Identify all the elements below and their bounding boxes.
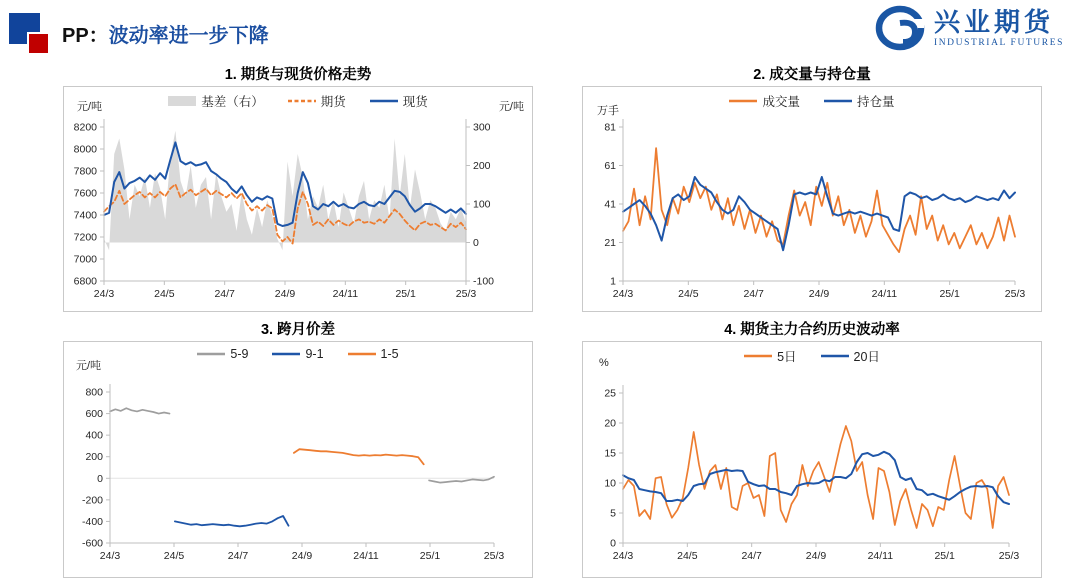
headline-text: 波动率进一步下降	[108, 25, 269, 47]
x-tick-label: 25/3	[1004, 288, 1026, 300]
legend-item	[824, 92, 895, 110]
y-tick-label: 1	[610, 275, 616, 288]
y-tick-label: 6800	[73, 275, 97, 288]
chart-3-axis-unit: 元/吨	[76, 360, 102, 372]
series-line-5日	[623, 426, 1009, 528]
legend-label: 现货	[402, 95, 428, 109]
legend-label: 20日	[853, 350, 880, 364]
y-tick-label: 0	[610, 537, 616, 550]
y-tick-label: 5	[610, 507, 616, 520]
chart-1-panel	[63, 86, 533, 312]
chart-3-canvas	[64, 342, 532, 577]
y-tick-label: 20	[604, 417, 616, 430]
y-tick-label: 81	[604, 121, 616, 134]
legend-line-swatch-icon	[824, 95, 852, 107]
chart-1-title: 1. 期货与现货价格走势	[224, 67, 372, 83]
legend-item	[729, 92, 800, 110]
x-tick-label: 24/3	[612, 288, 634, 300]
x-tick-label: 25/1	[939, 288, 960, 300]
y-tick-label: 15	[604, 447, 616, 460]
chart-2-title: 2. 成交量与持仓量	[753, 67, 871, 83]
y-tick-label: 8000	[73, 143, 97, 156]
company-name-en: INDUSTRIAL FUTURES	[933, 37, 1064, 48]
y2-tick-label: 100	[473, 198, 491, 211]
chart-2-legend	[583, 92, 1041, 110]
page-title	[62, 19, 269, 48]
legend-label: 成交量	[762, 95, 800, 109]
chart-3-title: 3. 跨月价差	[260, 322, 336, 338]
legend-line-swatch-icon	[348, 348, 376, 360]
y-tick-label: 200	[85, 451, 103, 464]
y2-tick-label: 200	[473, 160, 491, 172]
legend-label: 期货	[320, 95, 346, 109]
y-tick-label: 8200	[73, 121, 97, 134]
legend-item	[821, 347, 880, 365]
y2-tick-label: 0	[473, 237, 479, 249]
y-tick-label: -200	[81, 494, 103, 507]
y-tick-label: 800	[85, 386, 103, 399]
x-tick-label: 24/7	[741, 550, 762, 562]
chart-1-legend	[64, 92, 532, 110]
legend-area-swatch-icon	[168, 95, 196, 107]
y-tick-label: 25	[604, 387, 616, 400]
x-tick-label: 25/3	[455, 288, 477, 300]
legend-label: 1-5	[380, 347, 399, 361]
x-tick-label: 24/9	[274, 288, 296, 300]
x-tick-label: 24/7	[227, 550, 249, 562]
x-tick-label: 25/3	[483, 550, 505, 562]
x-tick-label: 25/1	[395, 288, 416, 300]
legend-item	[272, 347, 323, 361]
y-tick-label: 400	[85, 429, 103, 442]
x-tick-label: 24/7	[214, 288, 235, 300]
x-tick-label: 25/1	[419, 550, 441, 562]
chart-1-right-axis-unit: 元/吨	[498, 101, 524, 113]
legend-label: 5-9	[230, 347, 249, 361]
series-line-5-9	[110, 408, 494, 482]
chart-2-canvas	[583, 87, 1041, 311]
x-tick-label: 24/3	[99, 550, 121, 562]
series-line-1-5	[294, 449, 424, 464]
chart-4-panel	[582, 341, 1042, 578]
x-tick-label: 24/11	[867, 550, 894, 562]
x-tick-label: 24/11	[332, 288, 359, 300]
x-tick-label: 24/5	[154, 288, 175, 300]
y-tick-label: 0	[97, 472, 103, 485]
legend-item	[197, 347, 248, 361]
y-tick-label: 41	[604, 198, 616, 211]
x-tick-label: 24/3	[93, 288, 115, 300]
chart-4-legend	[583, 347, 1041, 365]
y-tick-label: 7000	[73, 253, 97, 266]
legend-line-swatch-icon	[744, 350, 772, 362]
chart-1-canvas	[64, 87, 532, 311]
x-tick-label: 24/7	[743, 288, 764, 300]
chart-3-legend	[64, 347, 532, 361]
y2-tick-label: 300	[473, 121, 491, 134]
series-line-9-1	[175, 516, 289, 526]
chart-4-axis-unit: %	[599, 357, 609, 369]
chart-4-canvas	[583, 342, 1041, 577]
series-line-20日	[623, 452, 1009, 504]
y-tick-label: 61	[604, 160, 616, 172]
legend-item	[168, 92, 264, 110]
chart-3-panel	[63, 341, 533, 578]
legend-item	[744, 347, 796, 365]
x-tick-label: 24/11	[871, 288, 898, 300]
x-tick-label: 24/5	[677, 550, 698, 562]
legend-line-swatch-icon	[370, 95, 398, 107]
chart-2-panel	[582, 86, 1042, 312]
y-tick-label: 10	[604, 477, 616, 490]
y-tick-label: 7400	[73, 209, 97, 222]
chart-1-left-axis-unit: 元/吨	[77, 101, 103, 113]
y-tick-label: 7800	[73, 165, 97, 178]
company-logo	[874, 5, 1064, 51]
legend-item	[288, 92, 346, 110]
legend-item	[370, 92, 428, 110]
legend-line-swatch-icon	[288, 95, 316, 107]
series-area-基差（右）	[104, 131, 466, 250]
x-tick-label: 24/5	[678, 288, 699, 300]
product-label: PP：	[62, 25, 109, 47]
x-tick-label: 24/3	[612, 550, 634, 562]
x-tick-label: 24/5	[163, 550, 185, 562]
x-tick-label: 25/3	[998, 550, 1020, 562]
chart-2-axis-unit: 万手	[597, 105, 619, 117]
logo-text	[934, 9, 1064, 48]
legend-label: 9-1	[305, 347, 324, 361]
y-tick-label: 600	[85, 408, 103, 421]
legend-label: 基差（右）	[201, 95, 264, 109]
legend-line-swatch-icon	[272, 348, 300, 360]
y-tick-label: 7600	[73, 187, 97, 200]
header-red-square	[27, 32, 48, 53]
y-tick-label: -600	[81, 537, 103, 550]
legend-label: 5日	[777, 350, 797, 364]
y-tick-label: 7200	[73, 231, 97, 244]
y2-tick-label: -100	[473, 275, 495, 288]
x-tick-label: 24/9	[805, 550, 827, 562]
legend-line-swatch-icon	[729, 95, 757, 107]
y-tick-label: -400	[81, 515, 103, 528]
y-tick-label: 21	[604, 237, 616, 249]
chart-4-title: 4. 期货主力合约历史波动率	[724, 322, 900, 338]
x-tick-label: 24/9	[291, 550, 313, 562]
company-name-cn: 兴业期货	[933, 7, 1054, 37]
x-tick-label: 25/1	[934, 550, 955, 562]
x-tick-label: 24/9	[808, 288, 830, 300]
legend-label: 持仓量	[857, 95, 895, 109]
legend-line-swatch-icon	[821, 350, 849, 362]
legend-item	[348, 347, 399, 361]
logo-swirl-icon	[874, 5, 926, 51]
legend-line-swatch-icon	[197, 348, 225, 360]
x-tick-label: 24/11	[353, 550, 379, 562]
